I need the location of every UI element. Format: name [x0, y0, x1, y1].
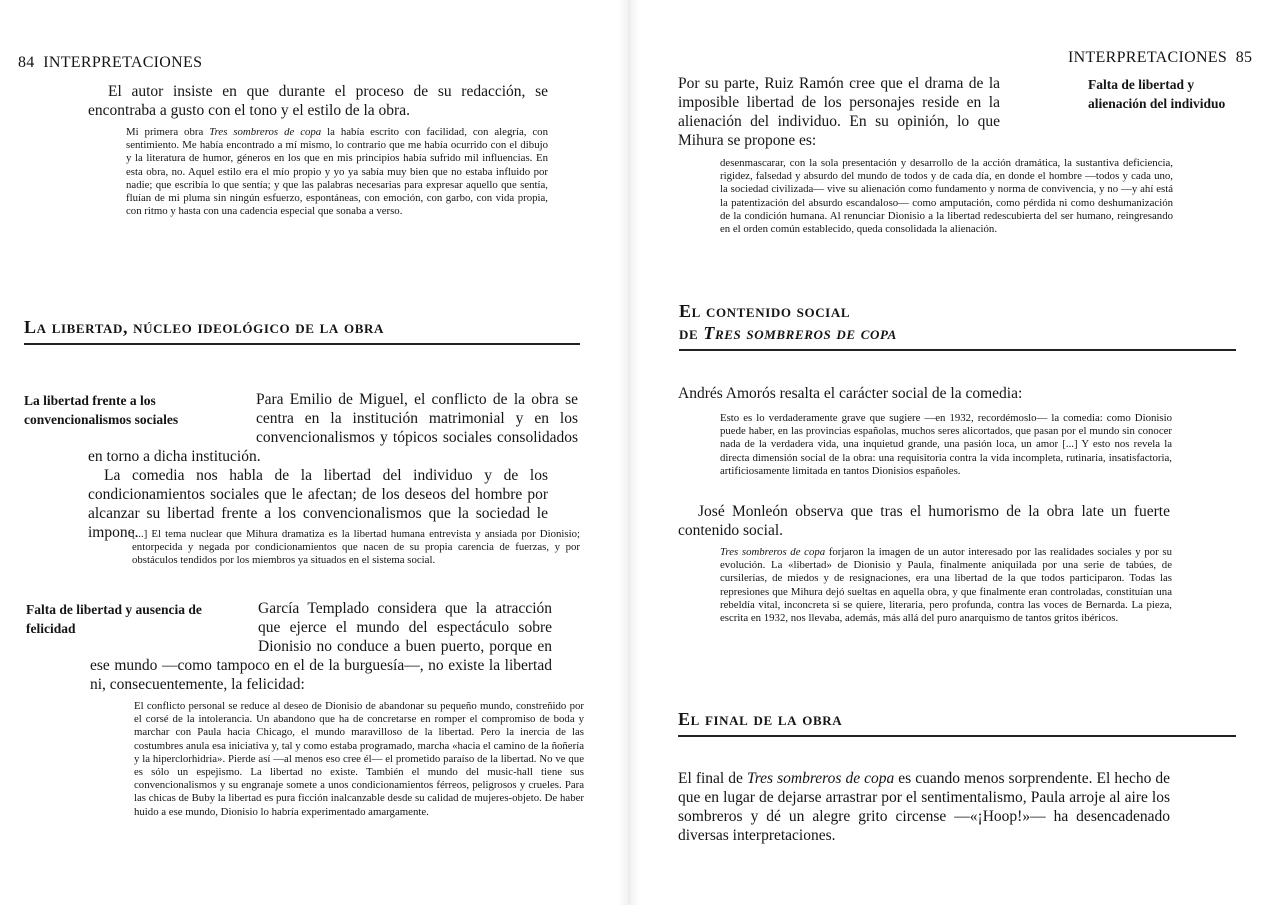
- intro-paragraph: El autor insiste en que durante el proceso de su redacción, se encontraba a gusto con el tono y el estilo de la obra.: [88, 83, 548, 119]
- section-heading-contenido-social: [679, 300, 1239, 344]
- para-comedia-libertad: La comedia nos habla de la libertad del individuo y de los condicionamientos sociales que le afectan; de los deseos del hombre por alcanzar su libertad frente a los convencionalismos que la sociedad le impone.: [88, 467, 548, 541]
- quote-desenmascarar: desenmascarar, con la sola presentación y desarrollo de la acción dramática, la sustantiva deficiencia, rigidez, falsedad y absurdo del mundo de todos y de cada día, en donde el hombre —todos y cada uno, la sociedad civilizada— vive su alienación como fundamento y norma de convivencia, y no —y ahí está la patentización del absurdo escandaloso— como amputación, como pérdida ni como deshumanización de la condición humana. Al renunciar Dionisio a la libertad redescubierta del ser humano, reingresando en el orden común establecido, queda consolidada la alienación.: [720, 157, 1173, 236]
- left-running-title: INTERPRETACIONES: [43, 54, 203, 71]
- para-final-prefix: El final de: [678, 770, 747, 787]
- book-gutter: [618, 0, 640, 905]
- section-heading-libertad: La libertad, núcleo ideológico de la obra: [24, 317, 384, 337]
- left-running-head: [18, 54, 202, 72]
- heading-contenido-line2: [679, 322, 1239, 344]
- para-final-text: es cuando menos sorprendente. El hecho de que en lugar de dejarse arrastrar por el sentimentalismo, Paula arroje al aire los sombreros y dé un alegre grito circense —«¡Hoop!»— ha desencadenado diversas interpretaciones.: [678, 770, 1170, 844]
- quote-monleon-title: Tres sombreros de copa: [720, 546, 826, 558]
- para-amoros: Andrés Amorós resalta el carácter social de la comedia:: [678, 385, 1023, 402]
- section-rule-final: [678, 735, 1236, 737]
- right-running-title: INTERPRETACIONES: [1068, 49, 1228, 66]
- quote-amoros: Esto es lo verdaderamente grave que sugiere —en 1932, recordémoslo— la comedia: como Dionisio puede haber, en las provincias españolas, muchos seres alicortados, que pasan por el mundo sin conocer nada de la verdadera vida, una inquietud grande, una pasión loca, un amor [...] Y esto nos revela la directa dimensión social de la obra: una requisitoria contra la vida incompleta, rutinaria, insatisfactoria, artificiosamente limitada en tantos Dionisios españoles.: [720, 412, 1172, 477]
- para-ruiz-ramon: Por su parte, Ruiz Ramón cree que el drama de la imposible libertad de los personajes reside en la alienación del individuo. En su opinión, lo que Mihura se propone es:: [678, 75, 1000, 149]
- para-garcia-templado-text: García Templado considera que la atracción que ejerce el mundo del espectáculo sobre Dionisio no conduce a buen puerto, porque en ese mundo —como tampoco en el de la burguesía—, no existe la libertad ni, consecuentemente, la felicidad:: [90, 600, 552, 693]
- section-heading-final: El final de la obra: [678, 709, 843, 729]
- heading-contenido-line1: El contenido social: [679, 301, 851, 321]
- margin-note-float-spacer-1: [88, 390, 256, 447]
- right-page-number: 85: [1235, 49, 1253, 66]
- mihura-quote: [126, 126, 548, 218]
- quote-monleon-text: forjaron la imagen de un autor interesado por las realidades sociales y por su evolución. La «libertad» de Dionisio y Paula, finalmente aniquilada por una serie de tabúes, de cursilerías, de miedos y de resignaciones, era una libertad de la que todos participaron. Todas las represiones que Mihura dejó sueltas en aquella obra, y que finalmente eran controladas, constituían una rebeldía vital, inconcreta si se quiere, literaria, pero profunda, contra las voces de Bernarda. La pieza, escrita en 1932, nos llevaba, además, más allá del puro anarquismo de tantos gritos ibéricos.: [720, 546, 1172, 625]
- left-page-number: 84: [18, 54, 35, 71]
- section-rule-contenido: [679, 349, 1236, 351]
- section-rule-left: [24, 343, 580, 345]
- mihura-quote-text: Mi primera obra Tres sombreros de copa la había escrito con facilidad, con alegría, con sentimiento. Me había encontrado a mí mismo, lo contrario que me había ocurrido con el dibujo y la literatura de humor, géneros en los que en mis principios había sufrido mil influencias. En esta obra, no. Aquel estilo era el mío propio y yo ya sabía muy bien que no estaba influido por nadie; que escribía lo que sentía; y que las palabras necesarias para expresar aquello que sentía, fluían de mi pluma sin ningún esfuerzo, espontáneas, con emoción, con garbo, con vida propia, con ritmo y hasta con una cadencia especial que sonaba a verso.: [126, 126, 548, 218]
- para-garcia-templado: [90, 599, 552, 694]
- quote-tema-nuclear: [...] El tema nuclear que Mihura dramatiza es la libertad humana entrevista y ansiada por Dionisio; entorpecida y negada por condicionamientos que nacen de su propia carencia de fuerzas, y por obstáculos tendidos por los miembros ya situados en el sistema social.: [132, 528, 580, 567]
- para-emilio-de-miguel: [88, 390, 578, 466]
- quote-monleon: [720, 546, 1172, 625]
- para-emilio-de-miguel-text: Para Emilio de Miguel, el conflicto de la obra se centra en la institución matrimonial y en los convencionalismos y tópicos sociales consolidados en torno a dicha institución.: [88, 391, 578, 465]
- para-monleon: José Monleón observa que tras el humorismo de la obra late un fuerte contenido social.: [678, 503, 1170, 539]
- mihura-quote-title: Tres sombreros de copa: [209, 126, 322, 138]
- para-final: [678, 769, 1170, 845]
- heading-contenido-title: Tres sombreros de copa: [703, 323, 897, 343]
- margin-note-alienacion: Falta de libertad y alienación del individuo: [1088, 77, 1226, 111]
- heading-contenido-prefix: de: [679, 323, 704, 343]
- margin-note-convencionalismos: La libertad frente a los convencionalismos sociales: [24, 393, 179, 427]
- quote-conflicto-personal: El conflicto personal se reduce al deseo de Dionisio de abandonar su pequeño mundo, constreñido por el corsé de la intolerancia. Un abandono que ha de concretarse en romper el compromiso de boda y marchar con Paula hacia Chicago, el mundo maravilloso de la libertad. Pero la inercia de las costumbres anula esa iniciativa y, tal y como estaba programado, marcha «hacia el camino de la ñoñería y la hiperclorhidria». Pierde así —al menos eso cree él— el prometido paraíso de la libertad. No ve que es sólo un espejismo. La libertad no existe. También el mundo del music-hall tiene sus convencionalismos y su engranaje somete a unos condicionamientos férreos, peligrosos y crueles. Para las chicas de Buby la libertad es pura ficción inalcanzable desde su calidad de mujeres-objeto. De haber huido a ese mundo, Dionisio lo habría experimentado amargamente.: [134, 700, 584, 818]
- margin-note-falta-felicidad: Falta de libertad y ausencia de felicidad: [26, 602, 202, 636]
- right-running-head: [1068, 49, 1252, 67]
- margin-note-float-spacer-2: [90, 599, 258, 656]
- para-final-title: Tres sombreros de copa: [746, 770, 895, 787]
